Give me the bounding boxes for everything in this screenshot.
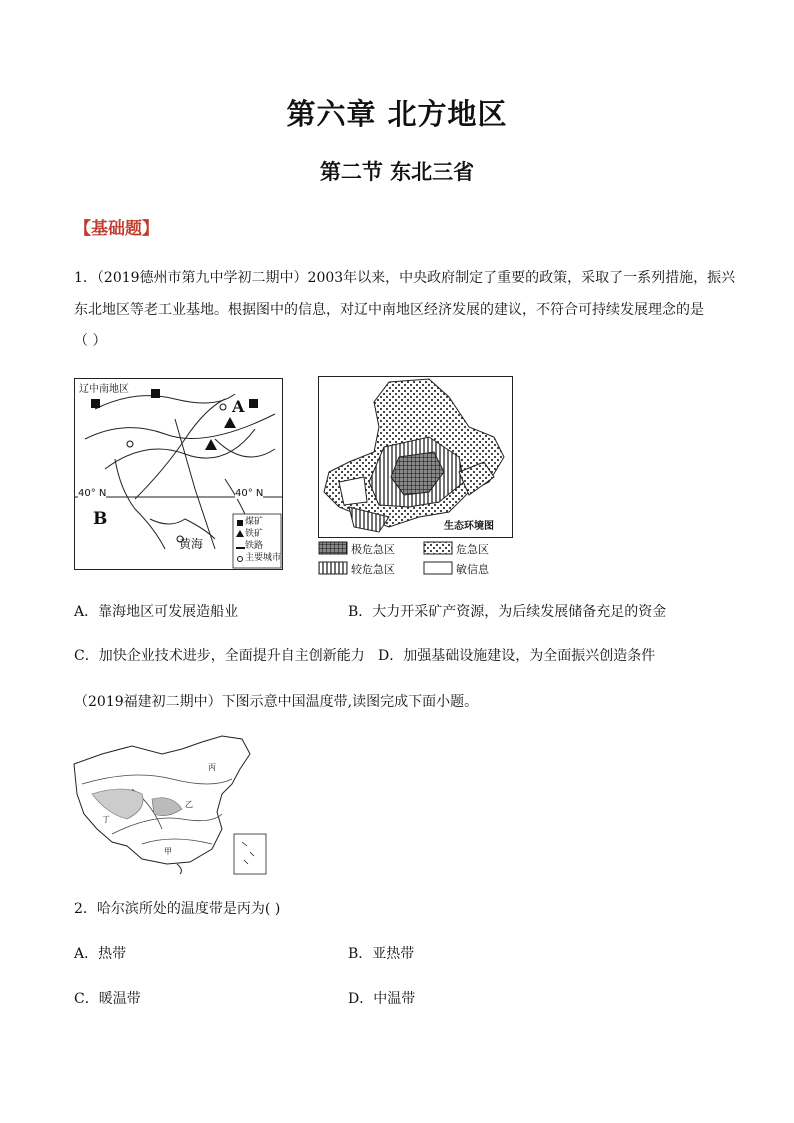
q2-stem: 2．哈尔滨所处的温度带是丙为( )	[74, 901, 281, 917]
q1-option-c[interactable]: C．加快企业技术进步，全面提升自主创新能力	[74, 648, 365, 664]
map2-legend-severe: 较危急区	[351, 563, 395, 576]
ecology-map	[318, 376, 513, 538]
city-icon	[220, 404, 226, 410]
map3-label-yi: 乙	[185, 800, 193, 809]
map3-label-ding: 丁	[102, 815, 110, 824]
coal-mine-icon	[91, 399, 100, 408]
map1-sea-label: 黄海	[179, 537, 204, 551]
map1-lat-right: 40° N	[235, 488, 264, 499]
map3-label-bing: 丙	[208, 763, 216, 772]
map1-label-a: A	[232, 397, 245, 416]
map1-label-b: B	[93, 509, 108, 529]
q2-option-a[interactable]: A．热带	[74, 946, 127, 962]
q1-stem-line3: （ ）	[74, 333, 107, 349]
china-temperature-map	[72, 734, 282, 876]
map2-legend-critical: 危急区	[456, 543, 489, 556]
coal-mine-icon	[151, 389, 160, 398]
q1-option-a[interactable]: A．靠海地区可发展造船业	[74, 604, 239, 620]
q1-stem-line2: 东北地区等老工业基地。根据图中的信息，对辽中南地区经济发展的建议，不符合可持续发展理念的是	[74, 302, 704, 318]
section-title: 第二节 东北三省	[319, 159, 475, 184]
liaozhongnan-map	[74, 378, 283, 570]
q1-option-d[interactable]: D．加强基础设施建设，为全面振兴创造条件	[378, 648, 656, 664]
section-tag: 【基础题】	[74, 219, 159, 239]
iron-mine-icon	[205, 439, 217, 450]
q2-option-b[interactable]: B．亚热带	[348, 946, 415, 962]
q2-option-d[interactable]: D．中温带	[348, 991, 416, 1007]
city-icon	[127, 441, 133, 447]
map2-legend-extreme: 极危急区	[351, 543, 395, 556]
q1-option-b[interactable]: B．大力开采矿产资源，为后续发展储备充足的资金	[348, 604, 667, 620]
chapter-title: 第六章 北方地区	[286, 97, 508, 131]
q2-option-c[interactable]: C．暖温带	[74, 991, 141, 1007]
map1-legend-coal: 煤矿	[245, 517, 264, 527]
coal-mine-icon	[249, 399, 258, 408]
iron-mine-icon	[224, 417, 236, 428]
intro-q2: （2019福建初二期中）下图示意中国温度带,读图完成下面小题。	[74, 694, 479, 710]
map3-label-jia: 甲	[164, 847, 172, 856]
map1-title: 辽中南地区	[77, 380, 131, 395]
map2-legend	[318, 540, 518, 580]
map1-legend	[245, 516, 281, 564]
map1-lat-left: 40° N	[78, 488, 107, 499]
map2-legend-sensitive: 敏信息	[456, 563, 489, 576]
q1-stem-line1: 1．（2019德州市第九中学初二期中）2003年以来，中央政府制定了重要的政策，采取了一系列措施，振兴	[74, 270, 736, 286]
map1-legend-rail: 铁路	[245, 541, 264, 551]
map1-legend-iron: 铁矿	[245, 529, 264, 539]
map2-title: 生态环境图	[444, 521, 494, 532]
map1-legend-city: 主要城市	[245, 553, 282, 563]
